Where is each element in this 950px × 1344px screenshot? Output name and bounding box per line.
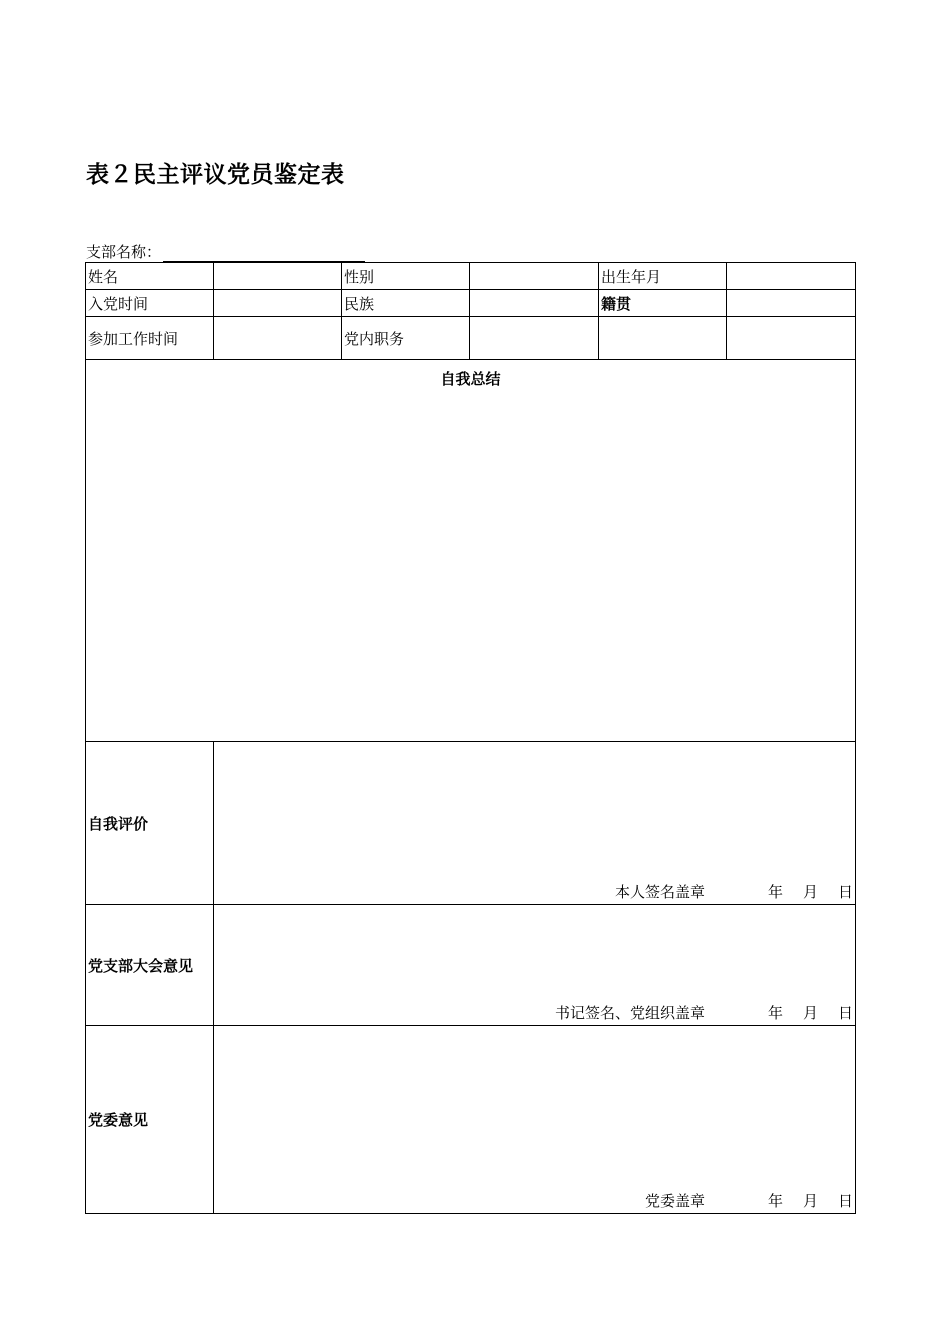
- self-summary-section[interactable]: [85, 359, 856, 742]
- year-label: 年: [767, 1192, 783, 1210]
- party-position-label: 党内职务: [341, 316, 470, 360]
- branch-sign-label: 书记签名、党组织盖章: [554, 1004, 705, 1022]
- document-title: 表２民主评议党员鉴定表: [86, 162, 345, 188]
- self-eval-date: [768, 881, 853, 902]
- birth-field[interactable]: [726, 262, 856, 290]
- name-label: 姓名: [85, 262, 214, 290]
- blank-cell[interactable]: [726, 316, 856, 360]
- join-date-label: 入党时间: [85, 289, 214, 317]
- day-label: 日: [837, 883, 853, 901]
- self-sign-label: 本人签名盖章: [614, 883, 705, 901]
- day-label: 日: [837, 1192, 853, 1210]
- committee-field[interactable]: [213, 1025, 856, 1214]
- party-position-field[interactable]: [469, 316, 599, 360]
- committee-date: [768, 1190, 853, 1211]
- branch-name-label: 支部名称：: [86, 243, 162, 261]
- branch-meeting-field[interactable]: [213, 904, 856, 1026]
- month-label: 月: [802, 883, 818, 901]
- self-eval-field[interactable]: [213, 741, 856, 905]
- name-field[interactable]: [213, 262, 342, 290]
- month-label: 月: [802, 1004, 818, 1022]
- month-label: 月: [802, 1192, 818, 1210]
- self-summary-heading: 自我总结: [440, 370, 501, 388]
- native-place-field[interactable]: [726, 289, 856, 317]
- join-date-field[interactable]: [213, 289, 342, 317]
- branch-meeting-date: [768, 1002, 853, 1023]
- self-eval-label: 自我评价: [85, 741, 214, 905]
- branch-name-field[interactable]: [163, 243, 365, 262]
- gender-field[interactable]: [469, 262, 599, 290]
- branch-name-row: [86, 241, 365, 262]
- branch-meeting-label: 党支部大会意见: [85, 904, 214, 1026]
- gender-label: 性别: [341, 262, 470, 290]
- ethnicity-label: 民族: [341, 289, 470, 317]
- native-place-label: 籍贯: [598, 289, 727, 317]
- year-label: 年: [767, 1004, 783, 1022]
- committee-seal-label: 党委盖章: [644, 1192, 705, 1210]
- blank-cell[interactable]: [598, 316, 727, 360]
- year-label: 年: [767, 883, 783, 901]
- ethnicity-field[interactable]: [469, 289, 599, 317]
- day-label: 日: [837, 1004, 853, 1022]
- appraisal-form: [85, 262, 856, 1214]
- committee-label: 党委意见: [85, 1025, 214, 1214]
- work-start-label: 参加工作时间: [85, 316, 214, 360]
- work-start-field[interactable]: [213, 316, 342, 360]
- birth-label: 出生年月: [598, 262, 727, 290]
